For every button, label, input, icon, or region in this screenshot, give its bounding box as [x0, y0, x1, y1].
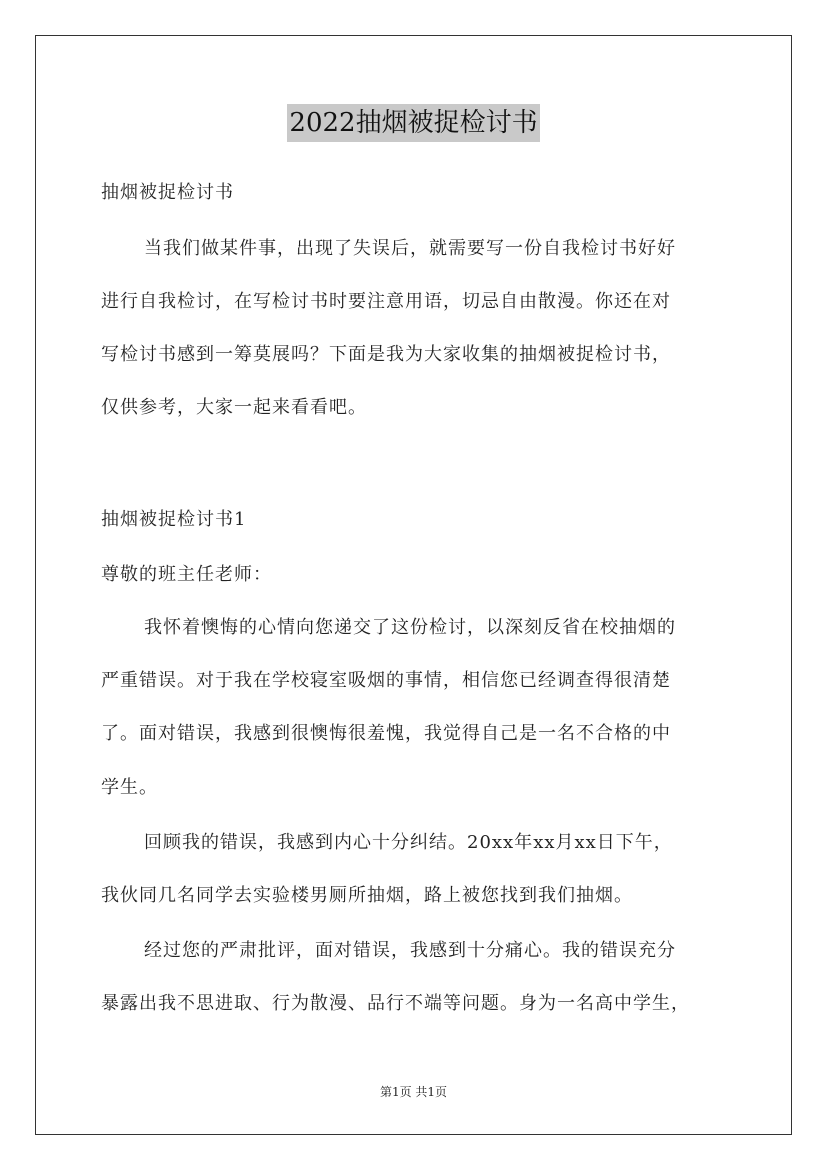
paragraph-line: 进行自我检讨，在写检讨书时要注意用语，切忌自由散漫。你还在对 — [101, 291, 671, 312]
title-text: 2022抽烟被捉检讨书 — [287, 104, 539, 142]
paragraph-line: 我伙同几名同学去实验楼男厕所抽烟，路上被您找到我们抽烟。 — [101, 885, 633, 906]
page-number: 第1页 共1页 — [379, 1085, 448, 1099]
salutation: 尊敬的班主任老师： — [101, 564, 272, 585]
paragraph-line: 暴露出我不思进取、行为散漫、品行不端等问题。身为一名高中学生， — [101, 993, 690, 1014]
section-heading: 抽烟被捉检讨书1 — [101, 509, 247, 530]
paragraph-line: 了。面对错误，我感到很懊悔很羞愧，我觉得自己是一名不合格的中 — [101, 723, 671, 744]
paragraph-line: 仅供参考，大家一起来看看吧。 — [101, 397, 367, 418]
paragraph-line: 写检讨书感到一筹莫展吗？下面是我为大家收集的抽烟被捉检讨书， — [101, 344, 671, 365]
paragraph-line: 严重错误。对于我在学校寝室吸烟的事情，相信您已经调查得很清楚 — [101, 670, 671, 691]
intro-heading: 抽烟被捉检讨书 — [101, 182, 234, 203]
document-title — [0, 104, 827, 142]
paragraph-line: 当我们做某件事，出现了失误后，就需要写一份自我检讨书好好 — [144, 238, 676, 259]
paragraph-line: 我怀着懊悔的心情向您递交了这份检讨，以深刻反省在校抽烟的 — [144, 617, 676, 638]
paragraph-line: 回顾我的错误，我感到内心十分纠结。20xx年xx月xx日下午， — [144, 832, 673, 853]
paragraph-line: 学生。 — [101, 777, 158, 798]
paragraph-line: 经过您的严肃批评，面对错误，我感到十分痛心。我的错误充分 — [144, 940, 676, 961]
